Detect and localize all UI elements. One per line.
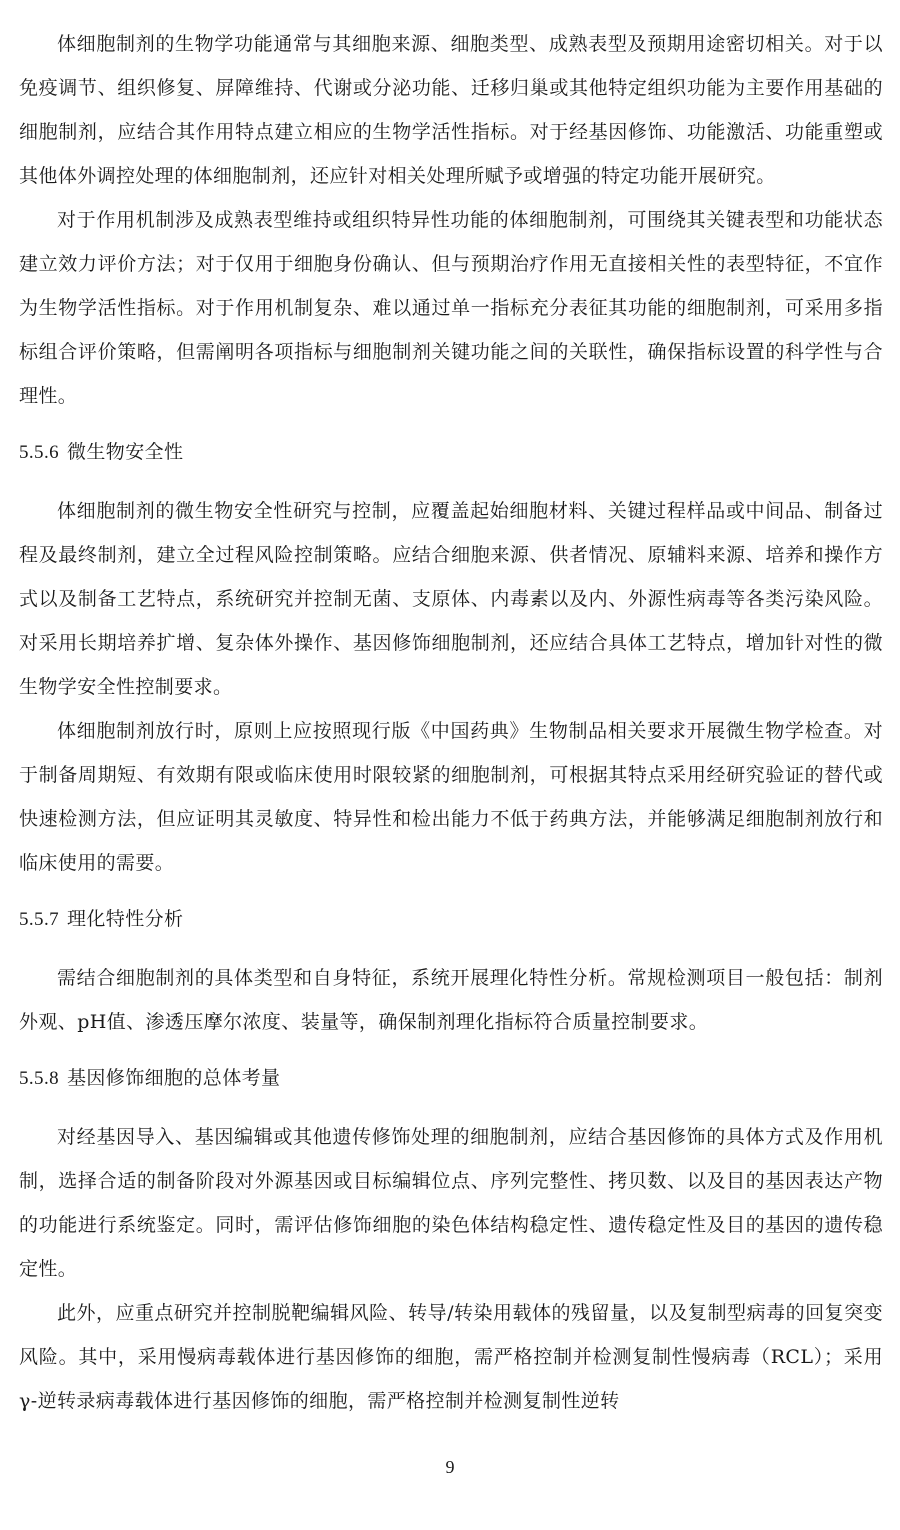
section-number: 5.5.6 — [19, 442, 59, 463]
page-body — [19, 22, 883, 1423]
section-heading — [19, 885, 883, 956]
section-number: 5.5.7 — [19, 909, 59, 930]
page-number: 9 — [445, 1457, 455, 1477]
body-paragraph: 对于作用机制涉及成熟表型维持或组织特异性功能的体细胞制剂，可围绕其关键表型和功能状态建立效力评价方法；对于仅用于细胞身份确认、但与预期治疗作用无直接相关性的表型特征，不宜作为生物学活性指标。对于作用机制复杂、难以通过单一指标充分表征其功能的细胞制剂，可采用多指标组合评价策略，但需阐明各项指标与细胞制剂关键功能之间的关联性，确保指标设置的科学性与合理性。 — [19, 209, 883, 407]
section-number: 5.5.8 — [19, 1068, 59, 1089]
section-heading — [19, 418, 883, 489]
section-heading — [19, 1044, 883, 1115]
section-title: 微生物安全性 — [67, 441, 184, 463]
body-paragraph: 对经基因导入、基因编辑或其他遗传修饰处理的细胞制剂，应结合基因修饰的具体方式及作用机制，选择合适的制备阶段对外源基因或目标编辑位点、序列完整性、拷贝数、以及目的基因表达产物的功能进行系统鉴定。同时，需评估修饰细胞的染色体结构稳定性、遗传稳定性及目的基因的遗传稳定性。 — [19, 1126, 883, 1280]
body-paragraph: 体细胞制剂的微生物安全性研究与控制，应覆盖起始细胞材料、关键过程样品或中间品、制备过程及最终制剂，建立全过程风险控制策略。应结合细胞来源、供者情况、原辅料来源、培养和操作方式以及制备工艺特点，系统研究并控制无菌、支原体、内毒素以及内、外源性病毒等各类污染风险。对采用长期培养扩增、复杂体外操作、基因修饰细胞制剂，还应结合具体工艺特点，增加针对性的微生物学安全性控制要求。 — [19, 500, 883, 698]
section-title: 理化特性分析 — [67, 908, 184, 930]
body-paragraph: 体细胞制剂放行时，原则上应按照现行版《中国药典》生物制品相关要求开展微生物学检查。对于制备周期短、有效期有限或临床使用时限较紧的细胞制剂，可根据其特点采用经研究验证的替代或快速检测方法，但应证明其灵敏度、特异性和检出能力不低于药典方法，并能够满足细胞制剂放行和临床使用的需要。 — [19, 720, 883, 874]
body-paragraph: 需结合细胞制剂的具体类型和自身特征，系统开展理化特性分析。常规检测项目一般包括：制剂外观、pH值、渗透压摩尔浓度、装量等，确保制剂理化指标符合质量控制要求。 — [19, 967, 883, 1033]
body-paragraph: 体细胞制剂的生物学功能通常与其细胞来源、细胞类型、成熟表型及预期用途密切相关。对于以免疫调节、组织修复、屏障维持、代谢或分泌功能、迁移归巢或其他特定组织功能为主要作用基础的细胞制剂，应结合其作用特点建立相应的生物学活性指标。对于经基因修饰、功能激活、功能重塑或其他体外调控处理的体细胞制剂，还应针对相关处理所赋予或增强的特定功能开展研究。 — [19, 33, 883, 187]
section-title: 基因修饰细胞的总体考量 — [67, 1067, 281, 1089]
body-paragraph: 此外，应重点研究并控制脱靶编辑风险、转导/转染用载体的残留量，以及复制型病毒的回复突变风险。其中，采用慢病毒载体进行基因修饰的细胞，需严格控制并检测复制性慢病毒（RCL）；采用γ-逆转录病毒载体进行基因修饰的细胞，需严格控制并检测复制性逆转 — [19, 1302, 883, 1412]
